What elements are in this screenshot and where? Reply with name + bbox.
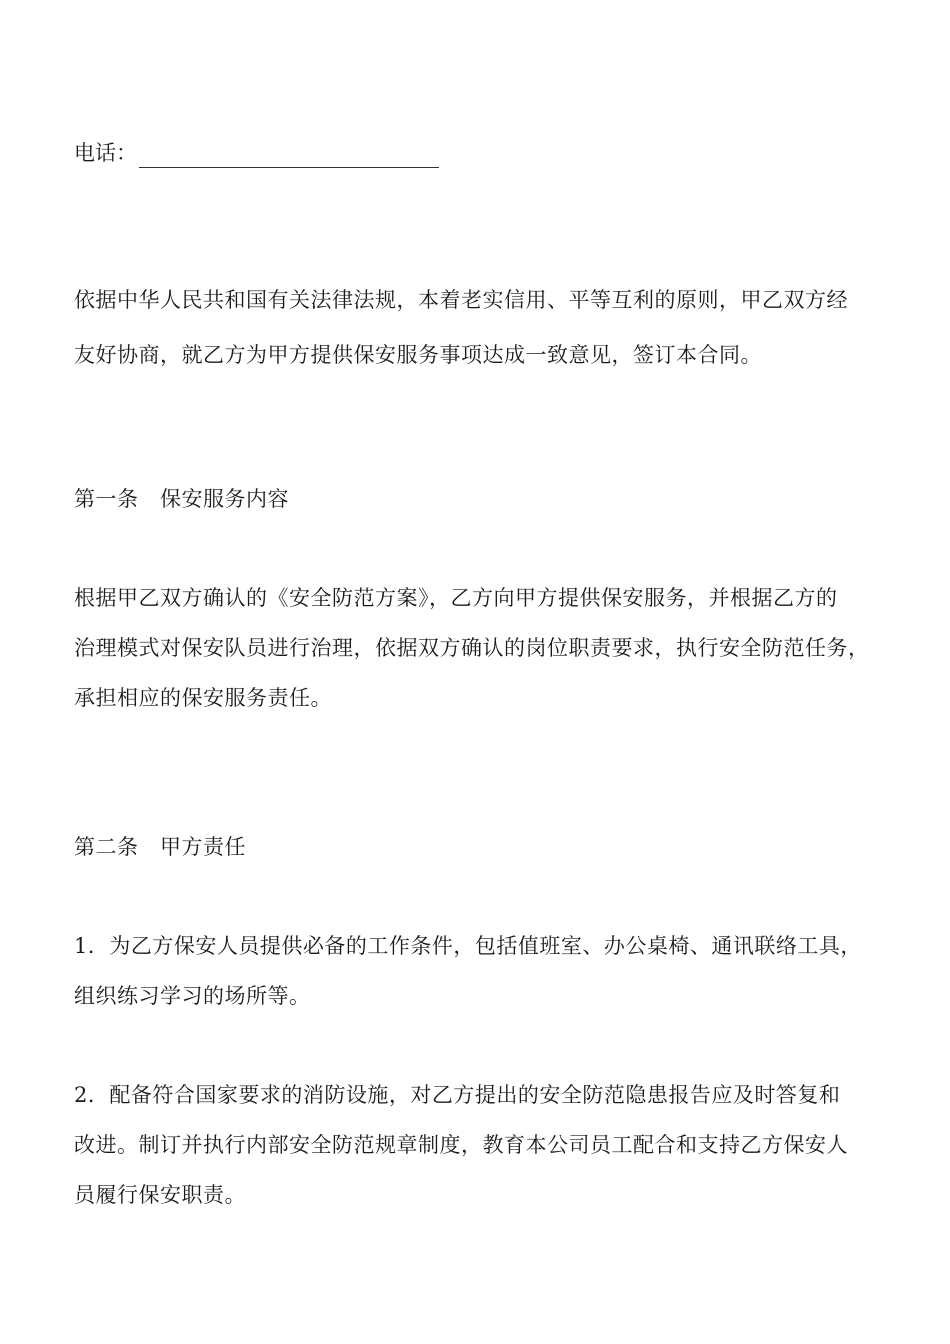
article-2-item-2-line: 2．配备符合国家要求的消防设施，对乙方提出的安全防范隐患报告应及时答复和 [74, 1083, 841, 1107]
article-1-line: 承担相应的保安服务责任。 [74, 686, 332, 710]
article-2-item-1-line: 组织练习学习的场所等。 [74, 984, 311, 1008]
article-1-heading: 第一条 保安服务内容 [74, 487, 289, 511]
phone-label: 电话： [74, 141, 137, 165]
article-2-item-2-line: 改进。制订并执行内部安全防范规章制度，教育本公司员工配合和支持乙方保安人 [74, 1133, 848, 1157]
article-2-item-2-line: 员履行保安职责。 [74, 1183, 246, 1207]
article-2-heading: 第二条 甲方责任 [74, 835, 246, 859]
article-1-line: 根据甲乙双方确认的《安全防范方案》，乙方向甲方提供保安服务，并根据乙方的 [74, 586, 838, 610]
intro-line: 依据中华人民共和国有关法律法规，本着老实信用、平等互利的原则，甲乙双方经 [74, 288, 848, 312]
article-2-item-1-line: 1．为乙方保安人员提供必备的工作条件，包括值班室、办公桌椅、通讯联络工具， [74, 934, 862, 958]
phone-field [74, 138, 439, 168]
phone-blank-line [139, 145, 439, 168]
intro-line: 友好协商，就乙方为甲方提供保安服务事项达成一致意见，签订本合同。 [74, 343, 762, 367]
article-1-line: 治理模式对保安队员进行治理，依据双方确认的岗位职责要求，执行安全防范任务， [74, 636, 870, 660]
